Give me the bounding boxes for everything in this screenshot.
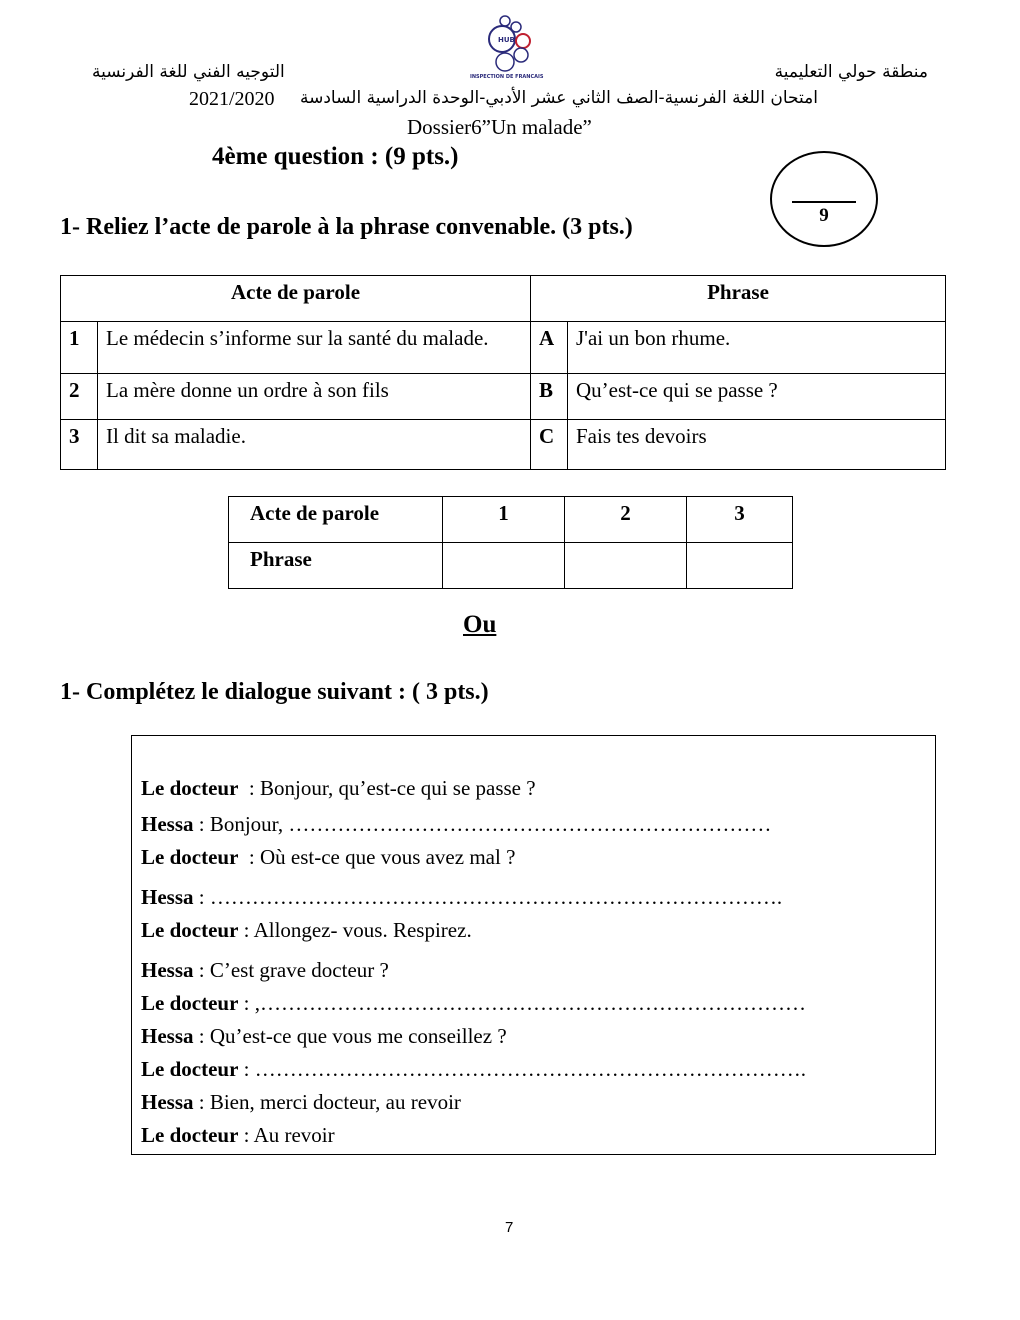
department-label: التوجيه الفني للغة الفرنسية	[92, 62, 285, 82]
dialogue-line	[141, 1090, 461, 1115]
score-divider	[792, 201, 856, 203]
acte-cell: Il dit sa maladie.	[98, 420, 531, 470]
row-letter: A	[531, 322, 568, 374]
dialogue-text: : Bonjour, ……………………………………………………………	[193, 812, 772, 836]
acte-cell: Le médecin s’informe sur la santé du malade.	[98, 322, 531, 374]
speaker-name: Hessa	[141, 958, 194, 982]
dialogue-text: : Au revoir	[238, 1123, 335, 1147]
speaker-name: Hessa	[141, 1024, 194, 1048]
school-year: 2021/2020	[189, 88, 275, 110]
speaker-name: Le docteur	[141, 918, 239, 942]
dialogue-box	[131, 735, 936, 1155]
phrase-cell: J'ai un bon rhume.	[568, 322, 946, 374]
dialogue-text: : Où est-ce que vous avez mal ?	[238, 845, 516, 869]
dossier-title: Dossier6”Un malade”	[407, 115, 592, 139]
matching-table	[60, 275, 946, 470]
header-phrase: Phrase	[531, 276, 946, 322]
dialogue-line	[141, 958, 389, 983]
acte-cell: La mère donne un ordre à son fils	[98, 374, 531, 420]
answer-col-3: 3	[687, 497, 793, 543]
dialogue-line	[141, 1057, 806, 1082]
speaker-name: Hessa	[141, 812, 194, 836]
part2-title: 1- Complétez le dialogue suivant : ( 3 pts.)	[60, 679, 489, 705]
speaker-name: Hessa	[141, 1090, 194, 1114]
speaker-name: Le docteur	[141, 1057, 239, 1081]
score-circle	[770, 151, 878, 247]
dialogue-line	[141, 812, 771, 837]
dialogue-text: : ,……………………………………………………………………	[238, 991, 806, 1015]
logo-icon	[468, 12, 552, 80]
answer-header: Acte de parole	[229, 497, 443, 543]
speaker-name: Le docteur	[141, 776, 239, 800]
answer-input-3[interactable]	[687, 543, 793, 589]
speaker-name: Le docteur	[141, 845, 239, 869]
speaker-name: Le docteur	[141, 991, 239, 1015]
dialogue-line	[141, 845, 515, 870]
question-title: 4ème question : (9 pts.)	[212, 143, 459, 170]
row-num: 3	[61, 420, 98, 470]
logo-text: HUB	[498, 36, 515, 44]
dialogue-line	[141, 776, 536, 801]
dialogue-text: : ……………………………………………………………………….	[193, 885, 783, 909]
answer-phrase-label: Phrase	[229, 543, 443, 589]
table-row	[61, 322, 946, 374]
answer-col-1: 1	[443, 497, 565, 543]
dialogue-line	[141, 1024, 507, 1049]
dialogue-text: : Qu’est-ce que vous me conseillez ?	[193, 1024, 507, 1048]
row-letter: B	[531, 374, 568, 420]
dialogue-text: : Allongez- vous. Respirez.	[238, 918, 472, 942]
dialogue-line	[141, 991, 806, 1016]
speaker-name: Hessa	[141, 885, 194, 909]
row-num: 1	[61, 322, 98, 374]
dialogue-line	[141, 1123, 335, 1148]
score-total: 9	[819, 205, 829, 226]
row-num: 2	[61, 374, 98, 420]
phrase-cell: Qu’est-ce qui se passe ?	[568, 374, 946, 420]
answer-table	[228, 496, 793, 589]
phrase-cell: Fais tes devoirs	[568, 420, 946, 470]
row-letter: C	[531, 420, 568, 470]
dialogue-line	[141, 885, 782, 910]
dialogue-line	[141, 918, 472, 943]
answer-col-2: 2	[565, 497, 687, 543]
page-number: 7	[505, 1219, 514, 1236]
region-label: منطقة حولي التعليمية	[774, 62, 928, 82]
exam-title-ar: امتحان اللغة الفرنسية-الصف الثاني عشر الأدبي-الوحدة الدراسية السادسة	[300, 88, 818, 108]
dialogue-text: : C’est grave docteur ?	[193, 958, 389, 982]
dialogue-text: : Bonjour, qu’est-ce qui se passe ?	[238, 776, 536, 800]
logo-caption: INSPECTION DE FRANCAIS	[470, 74, 544, 80]
dialogue-text: : …………………………………………………………………….	[238, 1057, 806, 1081]
part1-title: 1- Reliez l’acte de parole à la phrase convenable. (3 pts.)	[60, 214, 633, 240]
answer-input-2[interactable]	[565, 543, 687, 589]
header-acte: Acte de parole	[61, 276, 531, 322]
speaker-name: Le docteur	[141, 1123, 239, 1147]
or-label: Ou	[463, 611, 497, 638]
answer-input-1[interactable]	[443, 543, 565, 589]
table-row	[61, 420, 946, 470]
dialogue-text: : Bien, merci docteur, au revoir	[193, 1090, 461, 1114]
table-row	[61, 374, 946, 420]
